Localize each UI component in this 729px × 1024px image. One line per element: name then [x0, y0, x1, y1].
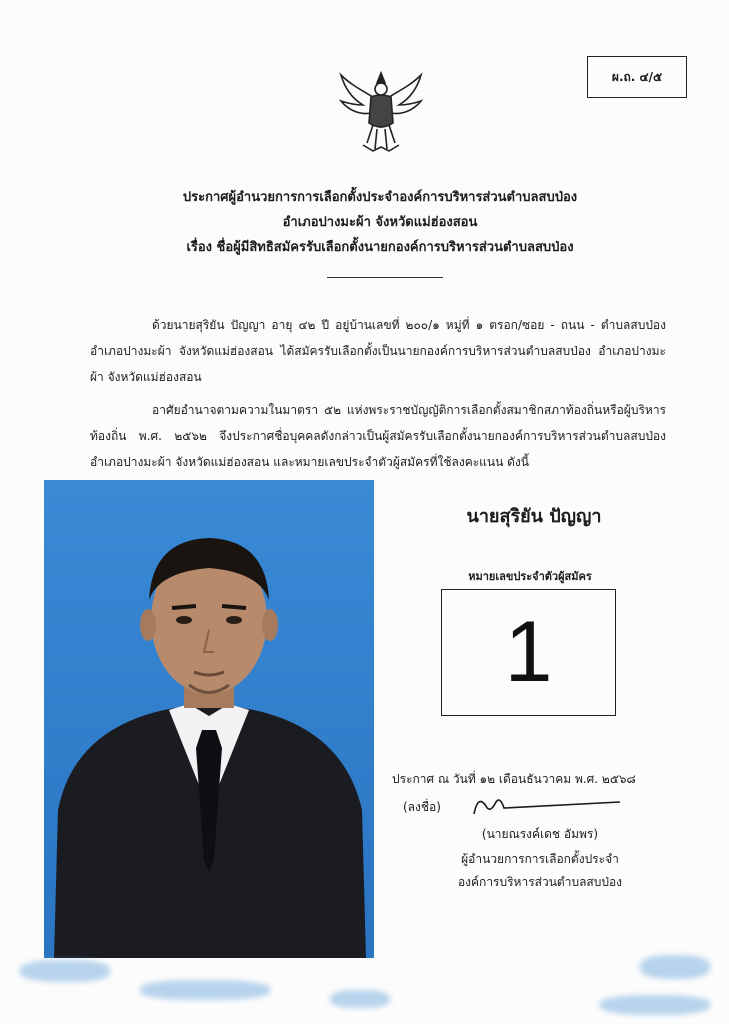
garuda-emblem-icon: [333, 63, 429, 159]
header-line-2: อำเภอปางมะผ้า จังหวัดแม่ฮ่องสอน: [282, 215, 478, 230]
body-paragraph-2-text: อาศัยอำนาจตามความในมาตรา ๕๒ แห่งพระราชบัญญัติการเลือกตั้งสมาชิกสภาท้องถิ่นหรือผู้บริหารท้องถิ่น พ.ศ. ๒๕๖๒ จึงประกาศชื่อบุคคลดังกล่าวเป็นผู้สมัครรับเลือกตั้งนายกองค์การบริหารส่วนตำบลสบป่อง อำเภอปางมะผ้า จังหวัดแม่ฮ่องสอน และหมายเลขประจำตัวผู้สมัครที่ใช้ลงคะแนน ดังนี้: [90, 403, 666, 469]
body-paragraph-1-text: ด้วยนายสุริยัน ปัญญา อายุ ๔๒ ปี อยู่บ้านเลขที่ ๒๐๐/๑ หมู่ที่ ๑ ตรอก/ซอย - ถนน - ตำบลสบป่อง อำเภอปางมะผ้า จังหวัดแม่ฮ่องสอน ได้สมัครรับเลือกตั้งเป็นนายกองค์การบริหารส่วนตำบลสบป่อง อำเภอปางมะผ้า จังหวัดแม่ฮ่องสอน: [90, 318, 666, 384]
body-paragraph-1: [90, 312, 666, 390]
signature-mark: [466, 788, 626, 820]
signer-name: (นายณรงค์เดช อัมพร): [481, 827, 599, 841]
form-code-text: ผ.ถ. ๔/๕: [611, 69, 663, 84]
header-line-1: ประกาศผู้อำนวยการการเลือกตั้งประจำองค์การบริหารส่วนตำบลสบป่อง: [182, 190, 578, 205]
candidate-number-label: หมายเลขประจำตัวผู้สมัคร: [468, 570, 592, 583]
scan-stain: [20, 960, 110, 982]
sign-label: (ลงชื่อ): [403, 800, 441, 814]
candidate-number: 1: [504, 604, 553, 700]
signer-title-line-1: ผู้อำนวยการการเลือกตั้งประจำ: [461, 852, 619, 866]
scan-stain: [330, 990, 390, 1008]
scan-stain: [640, 955, 710, 979]
candidate-name: นายสุริยัน ปัญญา: [466, 506, 602, 527]
candidate-number-box: [441, 589, 616, 716]
form-code-box: [587, 56, 687, 98]
scan-stain: [140, 980, 270, 1000]
signer-title-line-2: องค์การบริหารส่วนตำบลสบป่อง: [457, 875, 623, 889]
header-line-3: เรื่อง ชื่อผู้มีสิทธิสมัครรับเลือกตั้งนายกองค์การบริหารส่วนตำบลสบป่อง: [186, 240, 574, 255]
scan-stain: [600, 995, 710, 1015]
body-paragraph-2: [90, 397, 666, 475]
announcement-date: ประกาศ ณ วันที่ ๑๒ เดือนธันวาคม พ.ศ. ๒๕๖๘: [392, 772, 636, 786]
header-divider: [327, 277, 443, 278]
candidate-photo: [44, 480, 374, 958]
